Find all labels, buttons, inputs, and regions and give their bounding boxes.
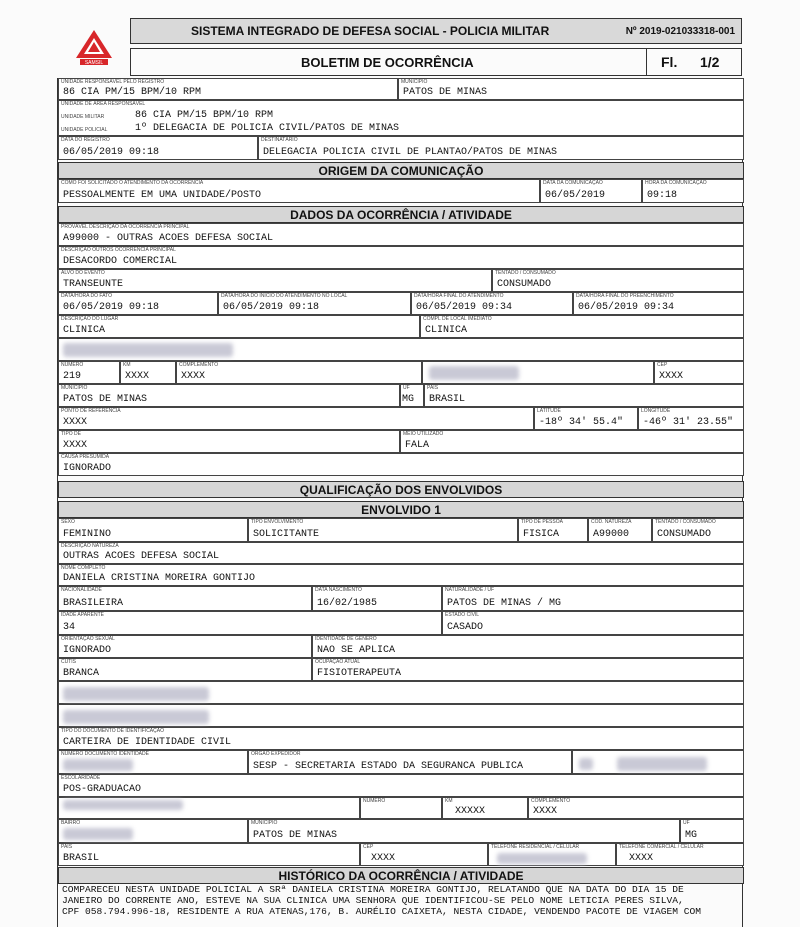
field-logradouro-redacted <box>58 338 744 361</box>
historico-text <box>58 884 744 917</box>
field-sexo: SEXO FEMININO <box>58 518 248 542</box>
field-municipio-fato: MUNICÍPIO PATOS DE MINAS <box>58 384 400 407</box>
field-tentado: TENTADO / CONSUMADO CONSUMADO <box>492 269 744 292</box>
field-tipo: TIPO DE XXXX <box>58 430 400 453</box>
field-cep: CEP XXXX <box>654 361 744 384</box>
field-municipio2: MUNICÍPIO PATOS DE MINAS <box>248 819 680 843</box>
field-numero2: NÚMERO <box>360 797 442 819</box>
field-data-final: DATA/HORA FINAL DO ATENDIMENTO 06/05/2019 09:34 <box>411 292 573 315</box>
historico-line: CPF 058.794.996-18, RESIDENTE A RUA ATENAS,176, B. AURÉLIO CAIXETA, NESTA CIDADE, VENDENDO PACOTE DE VIAGEM COM <box>62 906 702 917</box>
field-identidade-genero: IDENTIDADE DE GÊNERO NAO SE APLICA <box>312 635 744 658</box>
field-data-inicio: DATA/HORA DO INÍCIO DO ATENDIMENTO NO LOCAL 06/05/2019 09:18 <box>218 292 411 315</box>
field-ocupacao: OCUPAÇÃO ATUAL FISIOTERAPEUTA <box>312 658 744 681</box>
field-numero-documento: NÚMERO DOCUMENTO IDENTIDADE <box>58 750 248 774</box>
field-cod-natureza: COD. NATUREZA A99000 <box>588 518 652 542</box>
field-complemento2: COMPLEMENTO XXXX <box>528 797 744 819</box>
field-hora-comunicacao: HORA DA COMUNICAÇÃO 09:18 <box>642 179 744 203</box>
field-pais: PAÍS BRASIL <box>424 384 744 407</box>
field-tent-consumado: TENTADO / CONSUMADO CONSUMADO <box>652 518 744 542</box>
field-bairro2: BAIRRO <box>58 819 248 843</box>
historico-line: COMPARECEU NESTA UNIDADE POLICIAL A SRª DANIELA CRISTINA MOREIRA GONTIJO, RELATANDO QUE NA DATA DO DIA 15 DE <box>62 884 684 895</box>
field-km2: KM XXXXX <box>442 797 528 819</box>
field-pai-redacted <box>58 704 744 727</box>
field-descricao-natureza: DESCRIÇÃO NATUREZA OUTRAS ACOES DEFESA SOCIAL <box>58 542 744 564</box>
field-logradouro2-redacted <box>58 797 360 819</box>
folha-label: Fl. <box>661 54 678 70</box>
document-title: BOLETIM DE OCORRÊNCIA <box>301 55 474 70</box>
subsection-envolvido-1: ENVOLVIDO 1 <box>58 501 744 518</box>
field-alvo: ALVO DO EVENTO TRANSEUNTE <box>58 269 492 292</box>
redacted-block <box>497 853 587 864</box>
document-number: Nº 2019-021033318-001 <box>625 26 735 37</box>
field-data-fato: DATA/HORA DO FATO 06/05/2019 09:18 <box>58 292 218 315</box>
historico-line: JANEIRO DO CORRENTE ANO, ESTEVE NA SUA CLINICA UMA SENHORA QUE IDENTIFICOU-SE PELO NOME LETICIA PERES SILVA, <box>62 895 684 906</box>
pmmg-logo-icon <box>72 28 116 66</box>
field-tipo-pessoa: TIPO DE PESSOA FISICA <box>518 518 588 542</box>
field-km: KM XXXX <box>120 361 176 384</box>
field-longitude: LONGITUDE -46º 31' 23.55" <box>638 407 744 430</box>
field-naturalidade: NATURALIDADE / UF PATOS DE MINAS / MG <box>442 586 744 611</box>
field-uf-cpf-redacted <box>572 750 744 774</box>
redacted-block <box>63 343 233 357</box>
redacted-block <box>63 687 209 701</box>
system-title-bar <box>130 18 742 44</box>
field-complemento: COMPLEMENTO XXXX <box>176 361 422 384</box>
field-lugar: DESCRIÇÃO DO LUGAR CLINICA <box>58 315 420 338</box>
svg-text:SAMSIL: SAMSIL <box>84 60 104 66</box>
field-descricao: DESCRIÇÃO OUTROS OCORRÊNCIA PRINCIPAL DESACORDO COMERCIAL <box>58 246 744 269</box>
redacted-block <box>617 757 707 771</box>
field-telefone-comercial: TELEFONE COMERCIAL / CELULAR XXXX <box>616 843 744 866</box>
field-natureza: PROVÁVEL DESCRIÇÃO DA OCORRÊNCIA PRINCIPAL A99000 - OUTRAS ACOES DEFESA SOCIAL <box>58 223 744 246</box>
field-municipio: MUNICÍPIO PATOS DE MINAS <box>398 78 744 100</box>
redacted-block <box>579 758 593 770</box>
field-telefone-residencial: TELEFONE RESIDENCIAL / CELULAR <box>488 843 616 866</box>
section-envolvidos: QUALIFICAÇÃO DOS ENVOLVIDOS <box>58 481 744 498</box>
title-divider <box>646 49 647 75</box>
field-causa: CAUSA PRESUMIDA IGNORADO <box>58 453 744 476</box>
section-origem: ORIGEM DA COMUNICAÇÃO <box>58 162 744 179</box>
field-escolaridade: ESCOLARIDADE POS-GRADUACAO <box>58 774 744 797</box>
field-idade: IDADE APARENTE 34 <box>58 611 442 635</box>
redacted-block <box>63 828 133 840</box>
field-data-comunicacao: DATA DA COMUNICAÇÃO 06/05/2019 <box>540 179 642 203</box>
field-unidade-area: UNIDADE DE ÁREA RESPONSÁVEL UNIDADE MILITAR 86 CIA PM/15 BPM/10 RPM UNIDADE POLICIAL 1º DELEGACIA DE POLICIA CIVIL/PATOS DE MINAS <box>58 100 744 136</box>
form-body <box>57 78 743 927</box>
field-bairro-redacted <box>422 361 654 384</box>
field-destinatario: DESTINATÁRIO DELEGACIA POLICIA CIVIL DE PLANTAO/PATOS DE MINAS <box>258 136 744 160</box>
field-orgao-expedidor: ÓRGÃO EXPEDIDOR SESP - SECRETARIA ESTADO DA SEGURANCA PUBLICA <box>248 750 572 774</box>
field-pais2: PAÍS BRASIL <box>58 843 360 866</box>
section-historico: HISTÓRICO DA OCORRÊNCIA / ATIVIDADE <box>58 867 744 884</box>
field-tipo-envolvimento: TIPO ENVOLVIMENTO SOLICITANTE <box>248 518 518 542</box>
field-meio: MEIO UTILIZADO FALA <box>400 430 744 453</box>
field-mae-redacted <box>58 681 744 704</box>
field-compl-lugar: COMPL DE LOCAL IMEDIATO CLINICA <box>420 315 744 338</box>
field-data-nascimento: DATA NASCIMENTO 16/02/1985 <box>312 586 442 611</box>
field-como-solicitado: COMO FOI SOLICITADO O ATENDIMENTO DA OCORRÊNCIA PESSOALMENTE EM UMA UNIDADE/POSTO <box>58 179 540 203</box>
field-cep2: CEP XXXX <box>360 843 488 866</box>
field-uf: UF MG <box>400 384 424 407</box>
section-dados-ocorrencia: DADOS DA OCORRÊNCIA / ATIVIDADE <box>58 206 744 223</box>
field-data-preenchimento: DATA/HORA FINAL DO PREENCHIMENTO 06/05/2019 09:34 <box>573 292 744 315</box>
field-nome-completo: NOME COMPLETO DANIELA CRISTINA MOREIRA GONTIJO <box>58 564 744 586</box>
system-title: SISTEMA INTEGRADO DE DEFESA SOCIAL - POLICIA MILITAR <box>191 24 550 38</box>
field-referencia: PONTO DE REFERÊNCIA XXXX <box>58 407 534 430</box>
folha-value: 1/2 <box>700 54 720 70</box>
field-orientacao: ORIENTAÇÃO SEXUAL IGNORADO <box>58 635 312 658</box>
field-latitude: LATITUDE -18º 34' 55.4" <box>534 407 638 430</box>
redacted-block <box>429 366 519 380</box>
field-tipo-documento: TIPO DO DOCUMENTO DE IDENTIFICAÇÃO CARTEIRA DE IDENTIDADE CIVIL <box>58 727 744 750</box>
field-cutis: CÚTIS BRANCA <box>58 658 312 681</box>
document-title-bar <box>130 48 742 76</box>
field-unidade-responsavel: UNIDADE RESPONSÁVEL PELO REGISTRO 86 CIA PM/15 BPM/10 RPM <box>58 78 398 100</box>
redacted-block <box>63 800 183 810</box>
field-estado-civil: ESTADO CIVIL CASADO <box>442 611 744 635</box>
field-numero: NÚMERO 219 <box>58 361 120 384</box>
field-nacionalidade: NACIONALIDADE BRASILEIRA <box>58 586 312 611</box>
redacted-block <box>63 710 209 724</box>
field-data-registro: DATA DO REGISTRO 06/05/2019 09:18 <box>58 136 258 160</box>
field-uf2: UF MG <box>680 819 744 843</box>
redacted-block <box>63 759 133 771</box>
